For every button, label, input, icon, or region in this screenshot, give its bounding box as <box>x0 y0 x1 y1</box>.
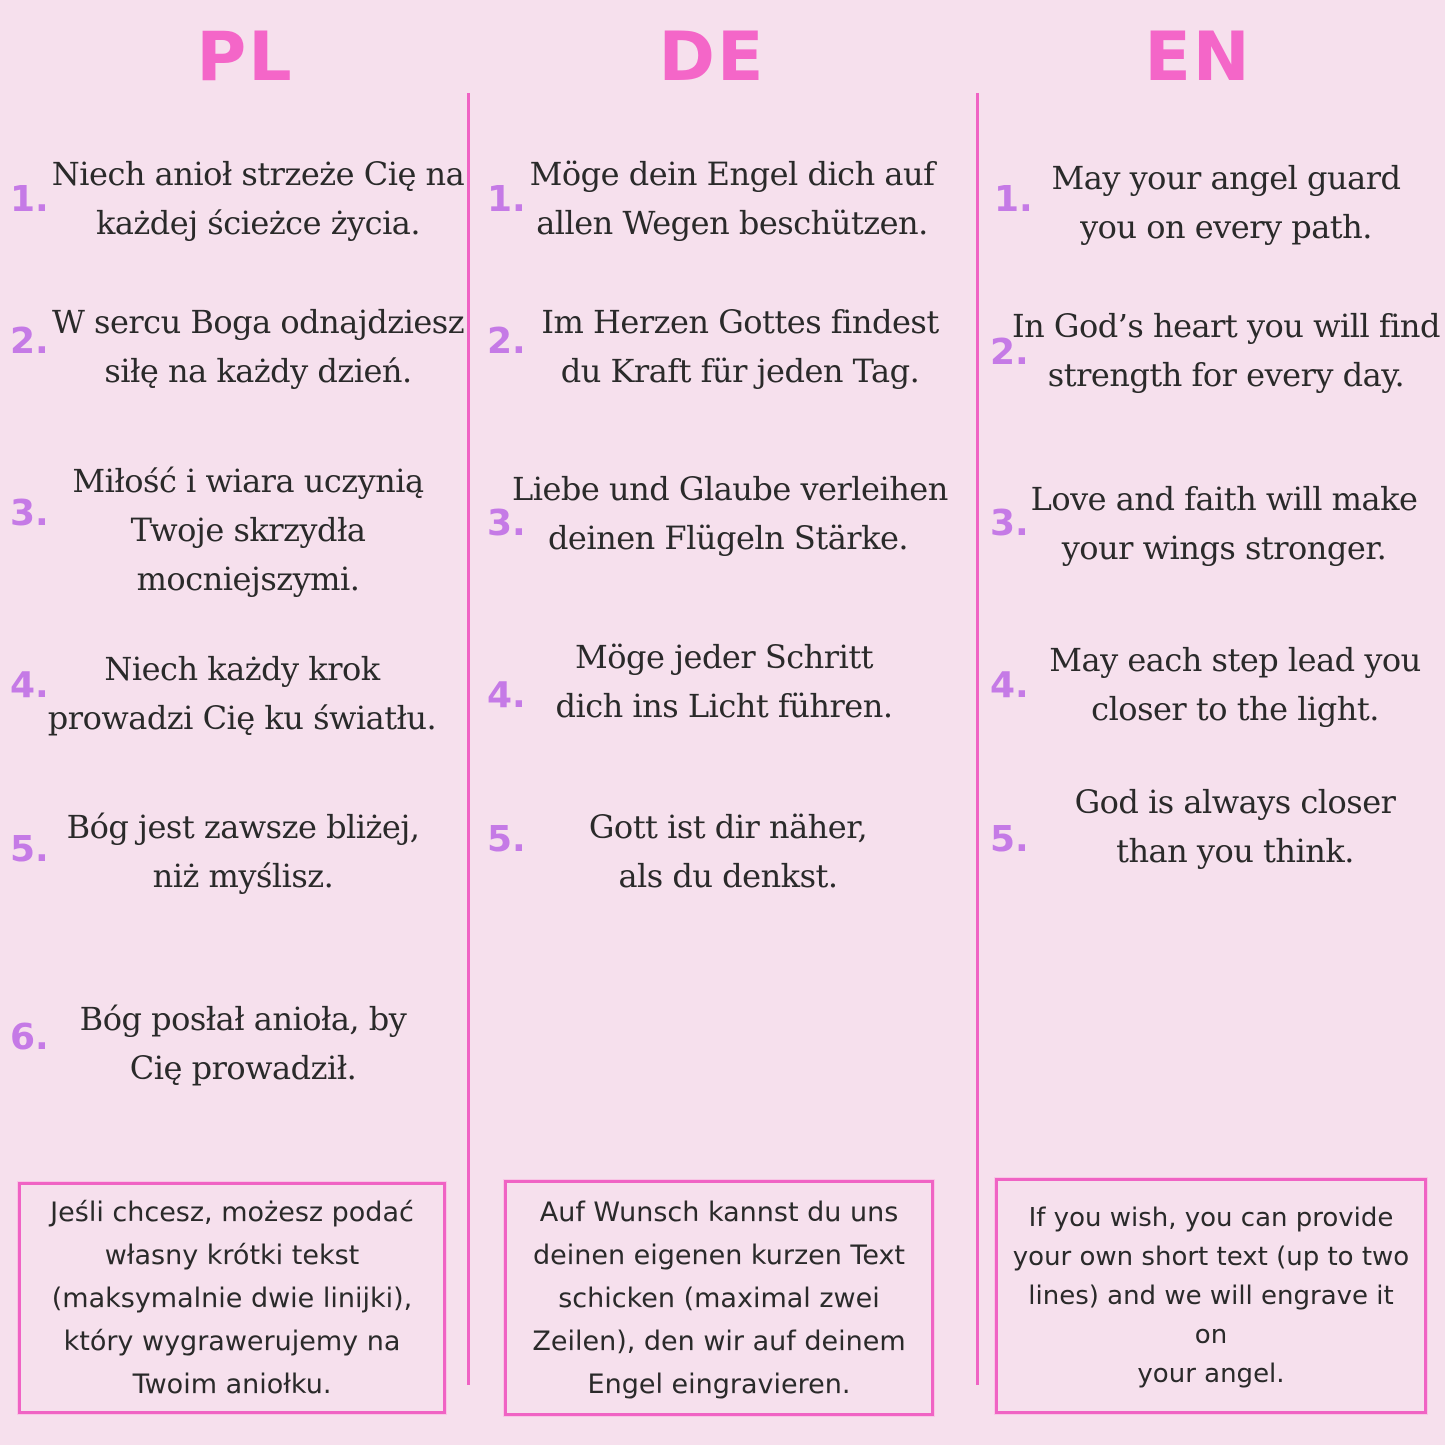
phrase-line: May each step lead you <box>1049 641 1421 679</box>
phrase-line: you on every path. <box>1080 208 1372 246</box>
note-line: Twoim aniołku. <box>132 1368 332 1400</box>
phrase-text <box>42 150 474 248</box>
phrase-line: prowadzi Cię ku światłu. <box>47 699 437 737</box>
phrase-line: als du denkst. <box>618 857 838 895</box>
item-number: 4. <box>10 665 49 706</box>
phrase-text <box>1012 475 1436 573</box>
item-number: 5. <box>487 819 526 860</box>
item-number: 4. <box>990 665 1029 706</box>
phrase-line: your wings stronger. <box>1061 529 1387 567</box>
note-line: Auf Wunsch kannst du uns <box>539 1196 899 1228</box>
phrase-text <box>42 457 454 604</box>
item-number: 1. <box>487 179 526 220</box>
item-number: 5. <box>990 819 1029 860</box>
phrase-text <box>512 150 952 248</box>
item-number: 3. <box>990 503 1029 544</box>
phrase-text <box>1030 636 1440 734</box>
item-number: 3. <box>487 503 526 544</box>
phrase-line: In God’s heart you will find <box>1012 307 1441 345</box>
note-line: If you wish, you can provide <box>1028 1202 1394 1233</box>
heading-de: DE <box>658 18 766 97</box>
note-line: Engel eingravieren. <box>587 1368 851 1400</box>
item-number: 1. <box>10 179 49 220</box>
phrase-line: Im Herzen Gottes findest <box>541 303 939 341</box>
phrase-text <box>512 803 944 901</box>
note-line: lines) and we will engrave it on <box>1028 1280 1394 1350</box>
note-line: schicken (maximal zwei <box>558 1282 880 1314</box>
phrase-text <box>42 803 444 901</box>
item-number: 2. <box>990 332 1029 373</box>
phrase-line: Bóg posłał anioła, by <box>79 1000 407 1038</box>
column-divider-right <box>976 93 979 1385</box>
phrase-line: allen Wegen beschützen. <box>536 204 928 242</box>
phrase-text <box>512 298 968 396</box>
phrase-line: niż myślisz. <box>152 857 334 895</box>
item-number: 2. <box>10 321 49 362</box>
phrase-line: Niech każdy krok <box>104 650 380 688</box>
phrase-line: Cię prowadził. <box>129 1049 357 1087</box>
note-line: własny krótki tekst <box>104 1239 360 1271</box>
phrase-line: Gott ist dir näher, <box>588 808 868 846</box>
note-line: Jeśli chcesz, możesz podać <box>50 1196 414 1228</box>
item-number: 6. <box>10 1017 49 1058</box>
phrase-text <box>42 298 474 396</box>
heading-pl: PL <box>196 18 294 97</box>
item-number: 1. <box>994 179 1033 220</box>
phrase-text <box>512 465 948 563</box>
phrase-line: strength for every day. <box>1047 356 1405 394</box>
phrase-line: mocniejszymi. <box>136 560 360 598</box>
phrase-line: siłę na każdy dzień. <box>104 352 412 390</box>
phrase-line: Bóg jest zawsze bliżej, <box>66 808 420 846</box>
item-number: 3. <box>10 493 49 534</box>
phrase-line: deinen Flügeln Stärke. <box>547 519 909 557</box>
phrase-line: Möge jeder Schritt <box>574 638 874 676</box>
note-line: your angel. <box>1137 1358 1285 1389</box>
note-line: (maksymalnie dwie linijki), <box>51 1282 413 1314</box>
phrase-line: Love and faith will make <box>1030 480 1418 518</box>
phrase-line: than you think. <box>1116 832 1354 870</box>
item-number: 5. <box>10 829 49 870</box>
note-line: Zeilen), den wir auf deinem <box>532 1325 906 1357</box>
phrase-line: closer to the light. <box>1091 690 1379 728</box>
custom-text-note <box>995 1178 1427 1414</box>
phrase-line: May your angel guard <box>1051 159 1401 197</box>
phrase-line: Miłość i wiara uczynią <box>72 462 424 500</box>
phrase-line: Twoje skrzydła <box>130 511 366 549</box>
phrase-text <box>1012 154 1440 252</box>
phrase-line: du Kraft für jeden Tag. <box>560 352 920 390</box>
phrase-line: Möge dein Engel dich auf <box>529 155 935 193</box>
custom-text-note <box>18 1182 446 1414</box>
phrase-text <box>1030 778 1440 876</box>
item-number: 2. <box>487 321 526 362</box>
item-number: 4. <box>487 675 526 716</box>
phrase-line: Liebe und Glaube verleihen <box>512 470 948 508</box>
phrase-text <box>42 645 442 743</box>
phrase-line: dich ins Licht führen. <box>555 687 893 725</box>
note-line: który wygrawerujemy na <box>63 1325 401 1357</box>
phrase-line: Niech anioł strzeże Cię na <box>51 155 465 193</box>
note-line: deinen eigenen kurzen Text <box>532 1239 906 1271</box>
phrase-line: God is always closer <box>1074 783 1396 821</box>
heading-en: EN <box>1144 18 1252 97</box>
custom-text-note <box>504 1180 934 1416</box>
column-divider-left <box>467 93 470 1385</box>
phrase-text <box>512 633 936 731</box>
phrase-text <box>1012 302 1440 400</box>
note-line: your own short text (up to two <box>1012 1241 1410 1272</box>
phrase-text <box>42 995 444 1093</box>
phrase-line: W sercu Boga odnajdziesz <box>51 303 465 341</box>
phrase-line: każdej ścieżce życia. <box>95 204 421 242</box>
